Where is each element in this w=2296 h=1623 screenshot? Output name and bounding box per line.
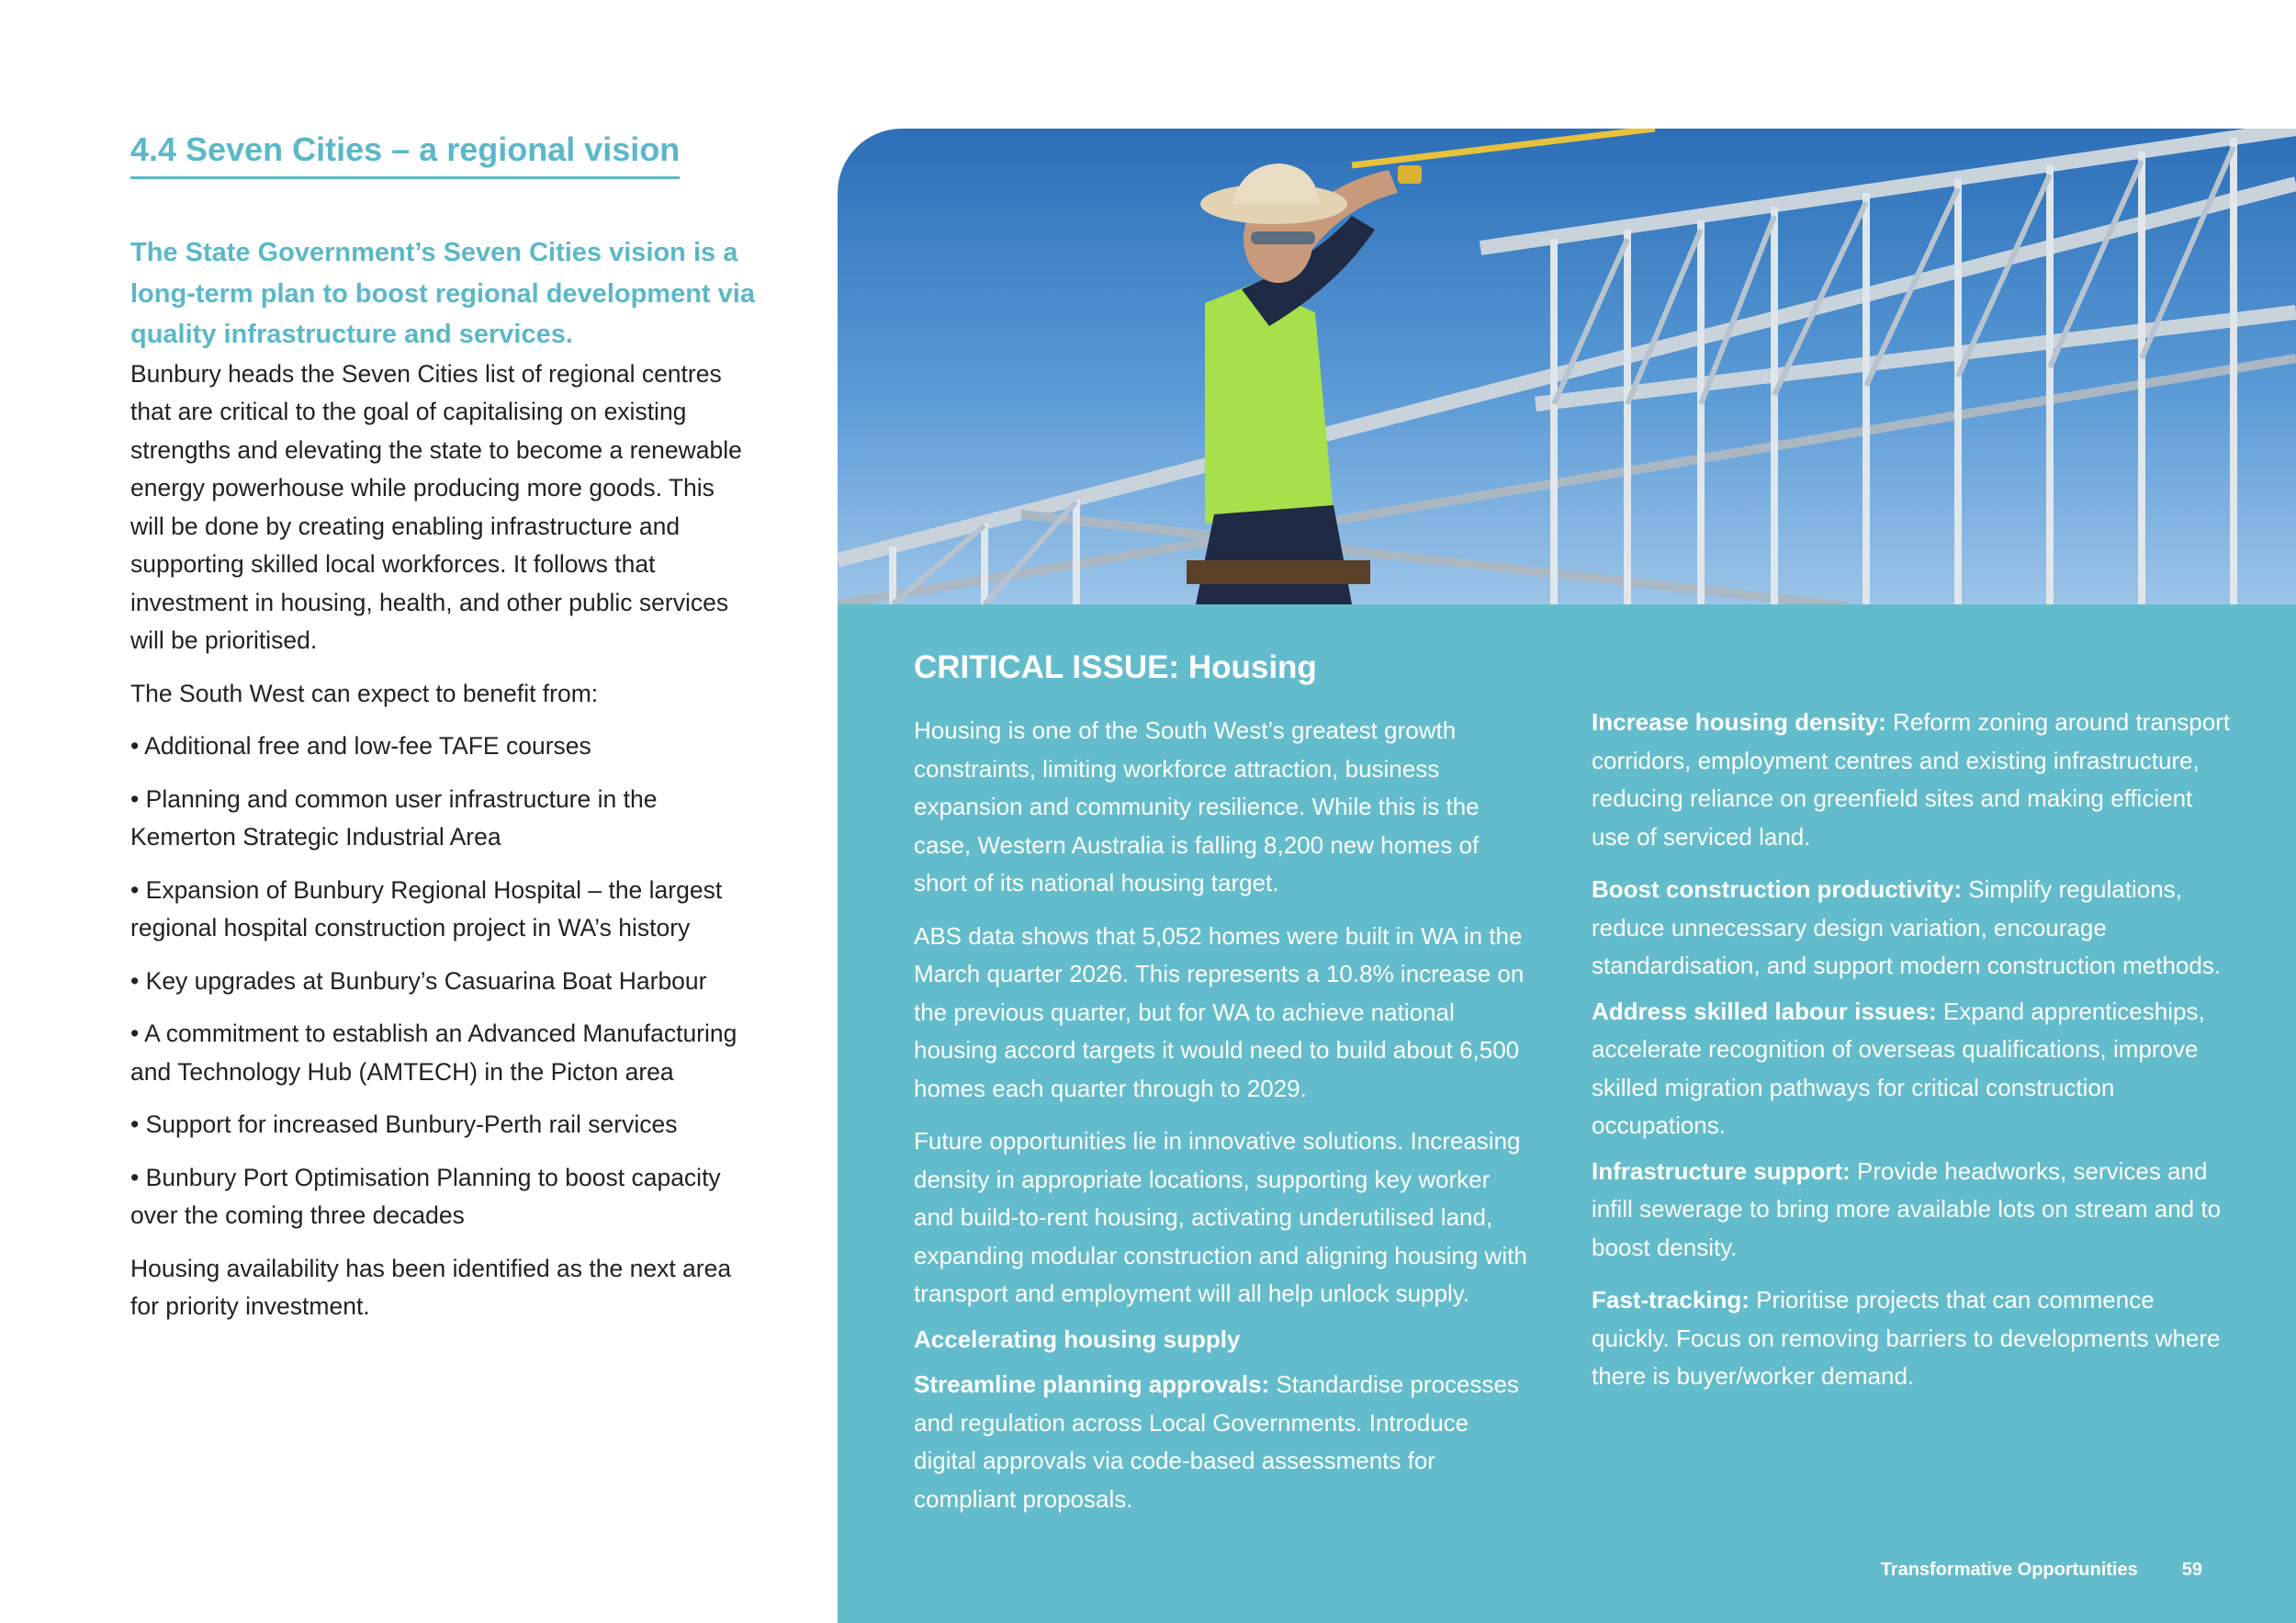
item-label: Address skilled labour issues:: [1592, 997, 1937, 1025]
benefit-list: [130, 727, 755, 1235]
list-item: • Key upgrades at Bunbury’s Casuarina Boat Harbour: [130, 966, 707, 995]
item-label: Streamline planning approvals:: [914, 1370, 1270, 1398]
item-label: Boost construction productivity:: [1592, 875, 1962, 903]
body-text: [130, 355, 755, 1326]
productivity-item: [1592, 871, 2234, 986]
steel-frame-worker-illustration: [838, 129, 2296, 604]
section-title: 4.4 Seven Cities – a regional vision: [130, 129, 680, 179]
lead-paragraph: The State Government’s Seven Cities vision is a long-term plan to boost regional development via quality infrastructure and services.: [130, 238, 755, 349]
benefit-intro: The South West can expect to benefit from:: [130, 679, 599, 707]
list-item: • Planning and common user infrastructure in the Kemerton Strategic Industrial Area: [130, 784, 658, 851]
streamline-item: [914, 1366, 1529, 1518]
item-text: Standardise processes and regulation across Local Governments. Introduce digital approvals via code-based assessments for compliant proposals.: [914, 1370, 1519, 1513]
critical-paragraph: Future opportunities lie in innovative solutions. Increasing density in appropriate locations, supporting key worker and build-to-rent housing, activating underutilised land, expanding modular construction and aligning housing with transport and employment will all help unlock supply.: [914, 1127, 1527, 1307]
critical-paragraph: ABS data shows that 5,052 homes were built in WA in the March quarter 2026. This represents a 10.8% increase on the previous quarter, but for WA to achieve national housing accord targets it would need to build about 6,500 homes each quarter through to 2029.: [914, 921, 1525, 1102]
labour-item: [1592, 993, 2234, 1145]
list-item: • Expansion of Bunbury Regional Hospital – the largest regional hospital construction project in WA’s history: [130, 875, 723, 941]
critical-column-left: [914, 712, 1529, 1533]
worker-figure: [1187, 163, 1422, 604]
item-text: Reform zoning around transport corridors, employment centres and existing infrastructure, reducing reliance on greenfield sites and making efficient use of serviced land.: [1592, 708, 2231, 851]
item-text: Provide headworks, services and infill sewerage to bring more available lots on stream and to boost density.: [1592, 1156, 2222, 1261]
fasttrack-item: [1592, 1281, 2234, 1396]
construction-photo: [838, 129, 2296, 604]
critical-paragraph: Housing is one of the South West’s greatest growth constraints, limiting workforce attraction, business expansion and community resilience. While this is the case, Western Australia is falling 8,200 new homes of short of its national housing target.: [914, 716, 1480, 896]
closing-paragraph: Housing availability has been identified as the next area for priority investment.: [130, 1254, 732, 1320]
critical-issue-title: CRITICAL ISSUE: Housing: [914, 649, 1317, 685]
item-text: Expand apprenticeships, accelerate recognition of overseas qualifications, improve skilled migration pathways for critical construction occupations.: [1592, 997, 2205, 1139]
critical-column-right: [1592, 704, 2234, 1411]
list-item: • Support for increased Bunbury-Perth rail services: [130, 1110, 678, 1138]
critical-issue-panel: [838, 604, 2296, 1623]
item-label: Infrastructure support:: [1592, 1156, 1851, 1185]
footer-section: Transformative Opportunities: [1880, 1560, 2138, 1580]
left-column: [130, 129, 755, 1341]
density-item: [1592, 704, 2234, 856]
item-label: Increase housing density:: [1592, 708, 1886, 736]
infrastructure-item: [1592, 1153, 2234, 1268]
item-text: Prioritise projects that can commence quickly. Focus on removing barriers to developments where there is buyer/worker demand.: [1592, 1286, 2221, 1390]
list-item: • Additional free and low-fee TAFE courses: [130, 732, 591, 760]
page-number: 59: [2181, 1560, 2202, 1580]
intro-paragraph: Bunbury heads the Seven Cities list of regional centres that are critical to the goal of capitalising on existing strengths and elevating the state to become a renewable energy powerhouse while producing more goods. This will be done by creating enabling infrastructure and supporting skilled local workforces. It follows that investment in housing, health, and other public services will be prioritised.: [130, 359, 742, 654]
accelerating-heading: Accelerating housing supply: [914, 1324, 1241, 1353]
page-footer: [1881, 1558, 2202, 1582]
item-text: Simplify regulations, reduce unnecessary design variation, encourage standardisation, and support modern construction methods.: [1592, 875, 2222, 979]
item-label: Fast-tracking:: [1592, 1286, 1750, 1313]
list-item: • Bunbury Port Optimisation Planning to boost capacity over the coming three decades: [130, 1163, 721, 1229]
list-item: • A commitment to establish an Advanced Manufacturing and Technology Hub (AMTECH) in the Picton area: [130, 1020, 737, 1086]
